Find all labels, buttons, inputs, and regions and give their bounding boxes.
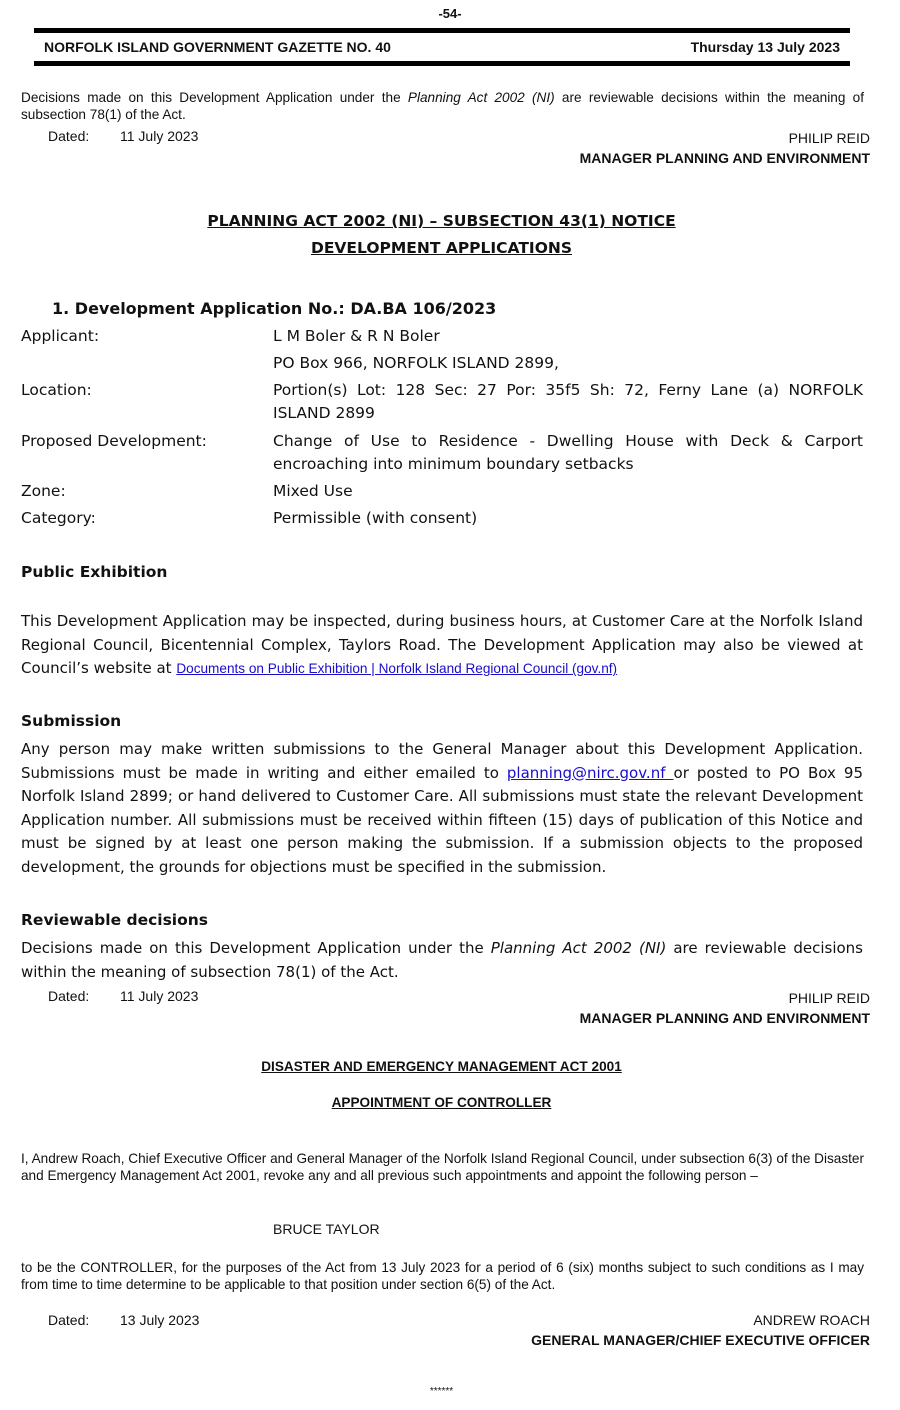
disaster-notice-title: DISASTER AND EMERGENCY MANAGEMENT ACT 2001	[261, 1059, 622, 1074]
signatory-name: PHILIP REID	[788, 990, 870, 1006]
dated-value: 11 July 2023	[120, 988, 199, 1004]
text-segment: Any person may make written submissions to the General Manager about this Development Application. Submissions must be made in writing and either emailed to	[21, 740, 863, 782]
dated-value: 11 July 2023	[120, 128, 199, 144]
header-rule-top	[34, 28, 850, 33]
proposed-development-value: Change of Use to Residence - Dwelling House with Deck & Carport encroaching into minimum boundary setbacks	[273, 432, 863, 473]
zone-label: Zone:	[21, 482, 66, 500]
dated-label: Dated:	[48, 988, 90, 1004]
category-value: Permissible (with consent)	[273, 509, 478, 527]
act-name-italic: Planning Act 2002 (NI)	[407, 90, 555, 105]
location-value: Portion(s) Lot: 128 Sec: 27 Por: 35f5 Sh: 72, Ferny Lane (a) NORFOLK ISLAND 2899	[273, 381, 863, 422]
reviewable-text	[21, 937, 863, 984]
disaster-notice-subtitle: APPOINTMENT OF CONTROLLER	[331, 1095, 552, 1110]
dated-label: Dated:	[48, 128, 90, 144]
disaster-body-text: to be the CONTROLLER, for the purposes of the Act from 13 July 2023 for a period of 6 (six) months subject to such conditions as I may from time to time determine to be applicable to that position under section 6(5) of the Act.	[21, 1260, 864, 1292]
gazette-date: Thursday 13 July 2023	[690, 39, 840, 55]
applicant-address: PO Box 966, NORFOLK ISLAND 2899,	[273, 354, 559, 372]
previous-notice-text	[21, 89, 864, 123]
applicant-label: Applicant:	[21, 327, 100, 345]
text-segment: are reviewable decisions within the meaning of subsection 78(1) of the Act.	[21, 939, 863, 981]
act-name-italic: Planning Act 2002 (NI)	[490, 939, 667, 957]
applicant-name: L M Boler & R N Boler	[273, 327, 440, 345]
reviewable-heading: Reviewable decisions	[21, 911, 209, 929]
appointee-name: BRUCE TAYLOR	[273, 1221, 380, 1237]
text-segment: This Development Application may be inspected, during business hours, at Customer Care at the Norfolk Island Regional Council, Bicentennial Complex, Taylors Road. The Development Application may also be viewed at Council’s website at	[21, 612, 863, 677]
planning-notice-title: PLANNING ACT 2002 (NI) – SUBSECTION 43(1) NOTICE	[207, 212, 676, 230]
signatory-title: GENERAL MANAGER/CHIEF EXECUTIVE OFFICER	[531, 1332, 870, 1348]
text-segment: or posted to PO Box 95 Norfolk Island 2899; or hand delivered to Customer Care. All submissions must state the relevant Development Application number. All submissions must be received within fifteen (15) days of publication of this Notice and must be signed by at least one person making the submission. If a submission objects to the proposed development, the grounds for objections must be specified in the submission.	[21, 763, 863, 876]
planning-notice-subtitle: DEVELOPMENT APPLICATIONS	[310, 239, 573, 257]
gazette-title: NORFOLK ISLAND GOVERNMENT GAZETTE NO. 40	[44, 39, 391, 55]
text-segment: Decisions made on this Development Application under the	[21, 939, 491, 957]
signatory-name: PHILIP REID	[788, 130, 870, 146]
public-exhibition-text	[21, 610, 863, 681]
submission-text	[21, 738, 863, 879]
text-segment: Decisions made on this Development Application under the	[21, 90, 408, 105]
email-link[interactable]: planning@nirc.gov.nf	[506, 763, 674, 782]
zone-value: Mixed Use	[273, 482, 353, 500]
public-exhibition-heading: Public Exhibition	[21, 563, 168, 581]
text-segment: are reviewable decisions within the meaning of subsection 78(1) of the Act.	[21, 90, 864, 122]
location-label: Location:	[21, 381, 92, 399]
submission-heading: Submission	[21, 712, 122, 730]
signatory-title: MANAGER PLANNING AND ENVIRONMENT	[579, 150, 870, 166]
dated-value: 13 July 2023	[120, 1312, 200, 1328]
disaster-intro-text: I, Andrew Roach, Chief Executive Officer and General Manager of the Norfolk Island Regional Council, under subsection 6(3) of the Disaster and Emergency Management Act 2001, revoke any and all previous such appointments and appoint the following person –	[21, 1151, 865, 1183]
signatory-name: ANDREW ROACH	[753, 1312, 870, 1328]
public-exhibition-link[interactable]: Documents on Public Exhibition | Norfolk Island Regional Council (gov.nf)	[176, 661, 618, 676]
application-heading: 1. Development Application No.: DA.BA 106/2023	[52, 299, 497, 318]
page-number: -54-	[438, 6, 462, 21]
signatory-title: MANAGER PLANNING AND ENVIRONMENT	[579, 1010, 870, 1026]
header-rule-bottom	[34, 61, 850, 66]
category-label: Category:	[21, 509, 96, 527]
end-separator: ******	[429, 1386, 454, 1397]
dated-label: Dated:	[48, 1312, 90, 1328]
proposed-development-label: Proposed Development:	[21, 432, 207, 450]
